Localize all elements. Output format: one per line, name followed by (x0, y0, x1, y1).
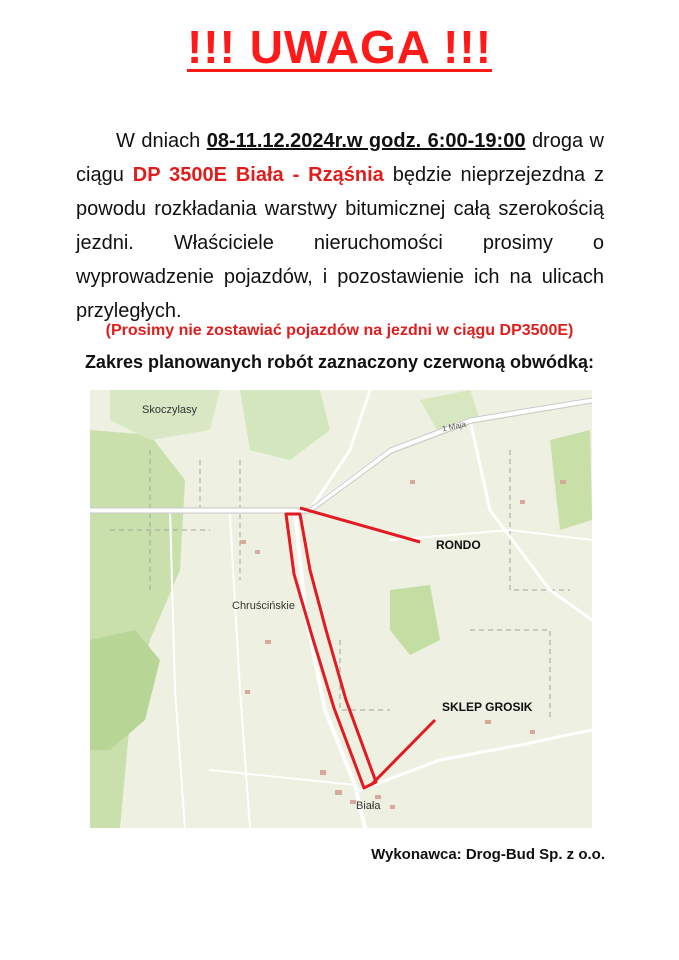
map-image (90, 390, 592, 828)
notice-dates: 08-11.12.2024r.w godz. 6:00-19:00 (206, 130, 526, 152)
map-label-rondo: RONDO (436, 538, 481, 552)
notice-body (76, 124, 604, 328)
map-label-skoczylasy: Skoczylasy (142, 404, 198, 416)
notice-road-name: DP 3500E Biała - Rząśnia (132, 164, 384, 186)
scope-heading: Zakres planowanych robót zaznaczony czerwoną obwódką: (84, 352, 595, 372)
notice-title: !!! UWAGA !!! (186, 21, 493, 73)
map-label-chruscinskie: Chruścińskie (232, 600, 295, 612)
map-label-sklep: SKLEP GROSIK (442, 700, 533, 714)
notice-road-prefix: droga w ciągu (76, 130, 605, 186)
notice-rest: będzie nieprzejezdna z powodu rozkładania warstwy bitumicznej całą szerokością jezdni. Właściciele nieruchomości prosimy o wyprowadzenie pojazdów, i pozostawienie ich na ulicach przyległych. (76, 164, 605, 322)
map-label-street: 1 Maja (441, 419, 467, 434)
map-label-biala: Biała (356, 800, 381, 812)
notice-intro: W dniach (116, 130, 207, 152)
warning-note: (Prosimy nie zostawiać pojazdów na jezdni w ciągu DP3500E) (105, 322, 574, 339)
contractor-line: Wykonawca: Drog-Bud Sp. z o.o. (371, 846, 605, 863)
